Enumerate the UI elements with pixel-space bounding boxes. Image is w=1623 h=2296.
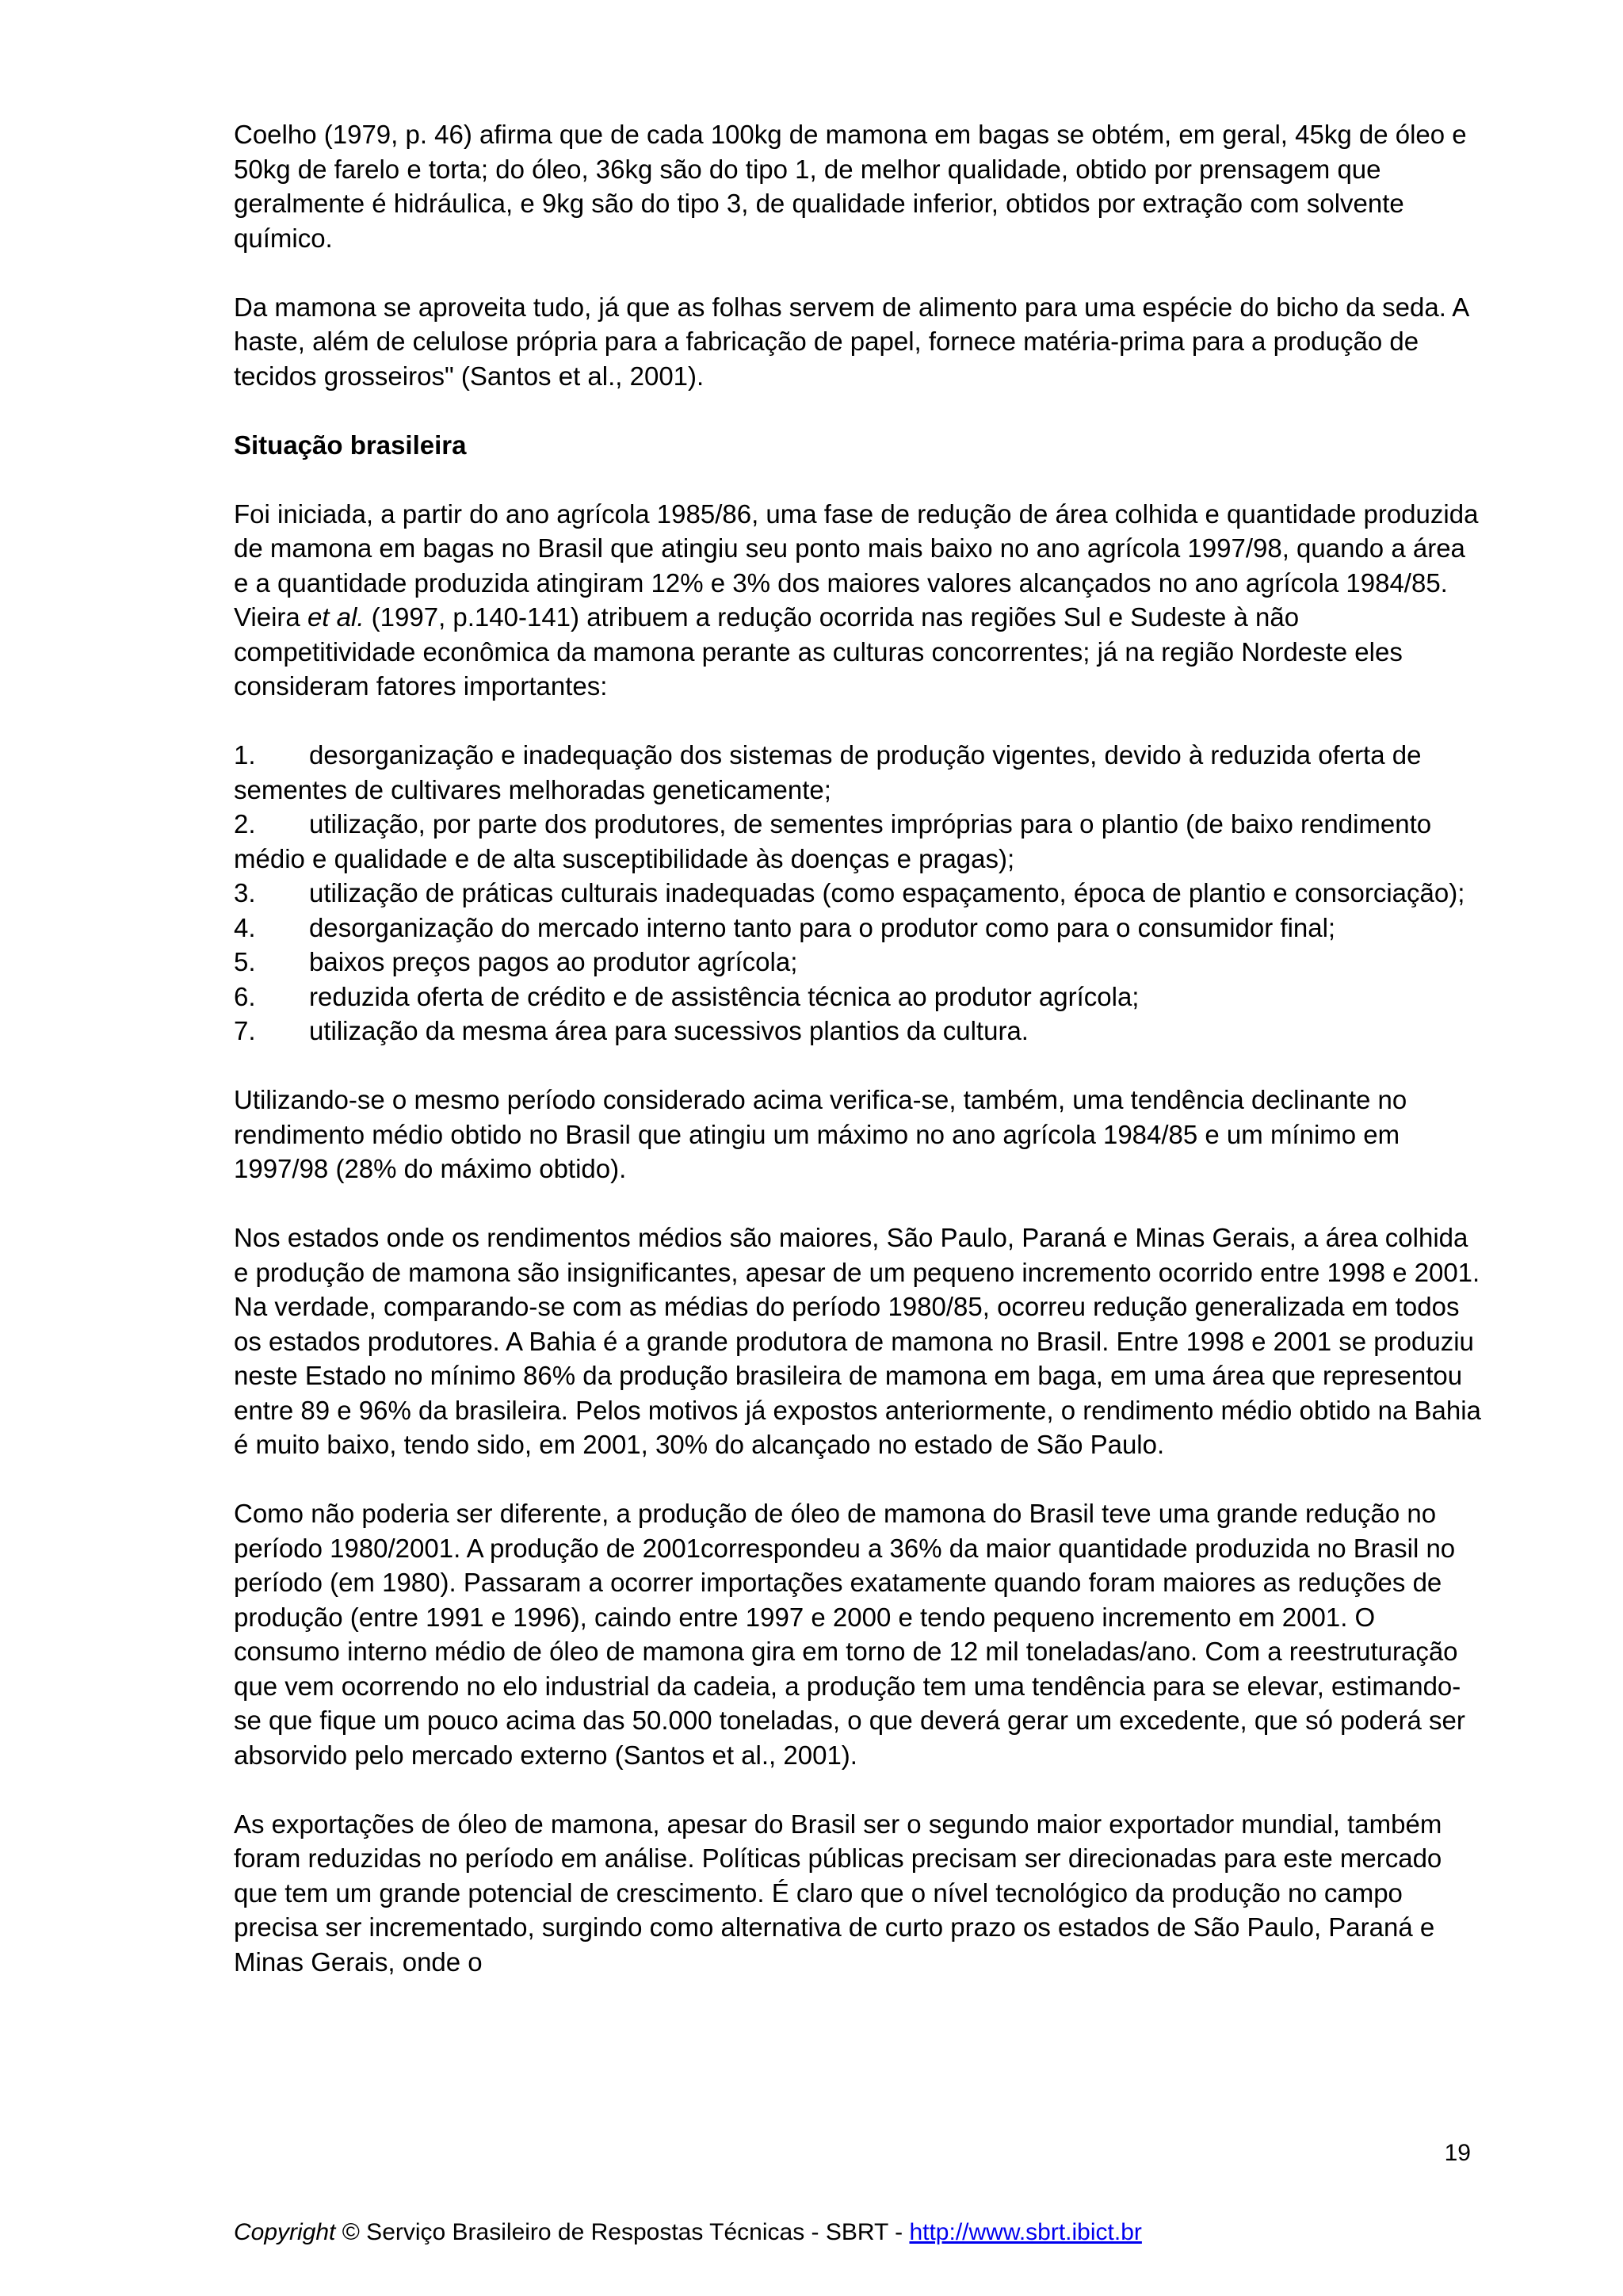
paragraph-aproveitamento: Da mamona se aproveita tudo, já que as folhas servem de alimento para uma espécie do bicho da seda. A haste, além de celulose própria para a fabricação de papel, fornece matéria-prima para a produção de tecidos grosseiros" (Santos et al., 2001). [234,292,1468,391]
factors-list [234,738,1486,1049]
list-item [234,807,1486,876]
paragraph-exportacoes: As exportações de óleo de mamona, apesar do Brasil ser o segundo maior exportador mundial, também foram reduzidas no período em análise. Políticas públicas precisam ser direcionadas para este mercado que tem um grande potencial de crescimento. É claro que o nível tecnológico da produção no campo precisa ser incrementado, surgindo como alternativa de curto prazo os estados de São Paulo, Paraná e Minas Gerais, onde o [234,1809,1442,1977]
list-item-text: desorganização do mercado interno tanto para o produtor como para o consumidor final; [309,912,1336,942]
footer-copyright-label: Copyright [234,2219,336,2245]
list-item-text: desorganização e inadequação dos sistemas de produção vigentes, devido à reduzida oferta de sementes de cultivares melhoradas geneticamente; [234,740,1422,804]
list-item [234,980,1486,1014]
list-item-text: baixos preços pagos ao produtor agrícola; [309,947,798,976]
page-number: 19 [1444,2140,1471,2166]
list-item-number: 2. [234,809,256,839]
paragraph-coelho: Coelho (1979, p. 46) afirma que de cada 100kg de mamona em bagas se obtém, em geral, 45kg de óleo e 50kg de farelo e torta; do óleo, 36kg são do tipo 1, de melhor qualidade, obtido por prensagem que geralmente é hidráulica, e 9kg são do tipo 3, de qualidade inferior, obtidos por extração com solvente químico. [234,120,1467,253]
paragraph-estados: Nos estados onde os rendimentos médios são maiores, São Paulo, Paraná e Minas Gerais, a área colhida e produção de mamona são insignificantes, apesar de um pequeno incremento ocorrido entre 1998 e 2001. Na verdade, comparando-se com as médias do período 1980/85, ocorreu redução generalizada em todos os estados produtores. A Bahia é a grande produtora de mamona no Brasil. Entre 1998 e 2001 se produziu neste Estado no mínimo 86% da produção brasileira de mamona em baga, em uma área que representou entre 89 e 96% da brasileira. Pelos motivos já expostos anteriormente, o rendimento médio obtido na Bahia é muito baixo, tendo sido, em 2001, 30% do alcançado no estado de São Paulo. [234,1223,1481,1459]
list-item-number: 1. [234,740,256,770]
footer-link[interactable]: http://www.sbrt.ibict.br [909,2219,1142,2245]
paragraph-reducao-part1: Foi iniciada, a partir do ano agrícola 1985/86, uma fase de redução de área colhida e quantidade produzida de mamona em bagas no Brasil que atingiu seu ponto mais baixo no ano agrícola 1997/98, quando a área e a quantidade produzida atingiram 12% e 3% dos maiores valores alcançados no ano agrícola 1984/85. Vieira [234,499,1479,632]
section-heading: Situação brasileira [234,430,467,460]
footer-text: © Serviço Brasileiro de Respostas Técnicas - SBRT - [335,2219,910,2245]
list-item [234,911,1486,946]
list-item-text: reduzida oferta de crédito e de assistência técnica ao produtor agrícola; [309,981,1140,1011]
list-item-number: 5. [234,947,256,976]
list-item [234,945,1486,980]
list-item [234,738,1486,807]
list-item-text: utilização de práticas culturais inadequadas (como espaçamento, época de plantio e consorciação); [309,878,1465,907]
footer [234,2219,1142,2246]
list-item-text: utilização, por parte dos produtores, de sementes impróprias para o plantio (de baixo rendimento médio e qualidade e de alta susceptibilidade às doenças e pragas); [234,809,1432,873]
list-item-number: 3. [234,878,256,907]
list-item-number: 6. [234,981,256,1011]
page-body [234,117,1486,2014]
paragraph-reducao-part2: (1997, p.140-141) atribuem a redução ocorrida nas regiões Sul e Sudeste à não competitividade econômica da mamona perante as culturas concorrentes; já na região Nordeste eles consideram fatores importantes: [234,602,1403,701]
list-item-text: utilização da mesma área para sucessivos plantios da cultura. [309,1016,1029,1045]
paragraph-reducao [234,497,1486,704]
paragraph-rendimento: Utilizando-se o mesmo período considerado acima verifica-se, também, uma tendência declinante no rendimento médio obtido no Brasil que atingiu um máximo no ano agrícola 1984/85 e um mínimo em 1997/98 (28% do máximo obtido). [234,1085,1407,1183]
list-item [234,1014,1486,1049]
list-item [234,876,1486,911]
list-item-number: 4. [234,912,256,942]
paragraph-reducao-emphasis: et al. [307,602,365,632]
paragraph-producao-oleo: Como não poderia ser diferente, a produção de óleo de mamona do Brasil teve uma grande redução no período 1980/2001. A produção de 2001correspondeu a 36% da maior quantidade produzida no Brasil no período (em 1980). Passaram a ocorrer importações exatamente quando foram maiores as reduções de produção (entre 1991 e 1996), caindo entre 1997 e 2000 e tendo pequeno incremento em 2001. O consumo interno médio de óleo de mamona gira em torno de 12 mil toneladas/ano. Com a reestruturação que vem ocorrendo no elo industrial da cadeia, a produção tem uma tendência para se elevar, estimando-se que fique um pouco acima das 50.000 toneladas, o que deverá gerar um excedente, que só poderá ser absorvido pelo mercado externo (Santos et al., 2001). [234,1499,1465,1770]
list-item-number: 7. [234,1016,256,1045]
